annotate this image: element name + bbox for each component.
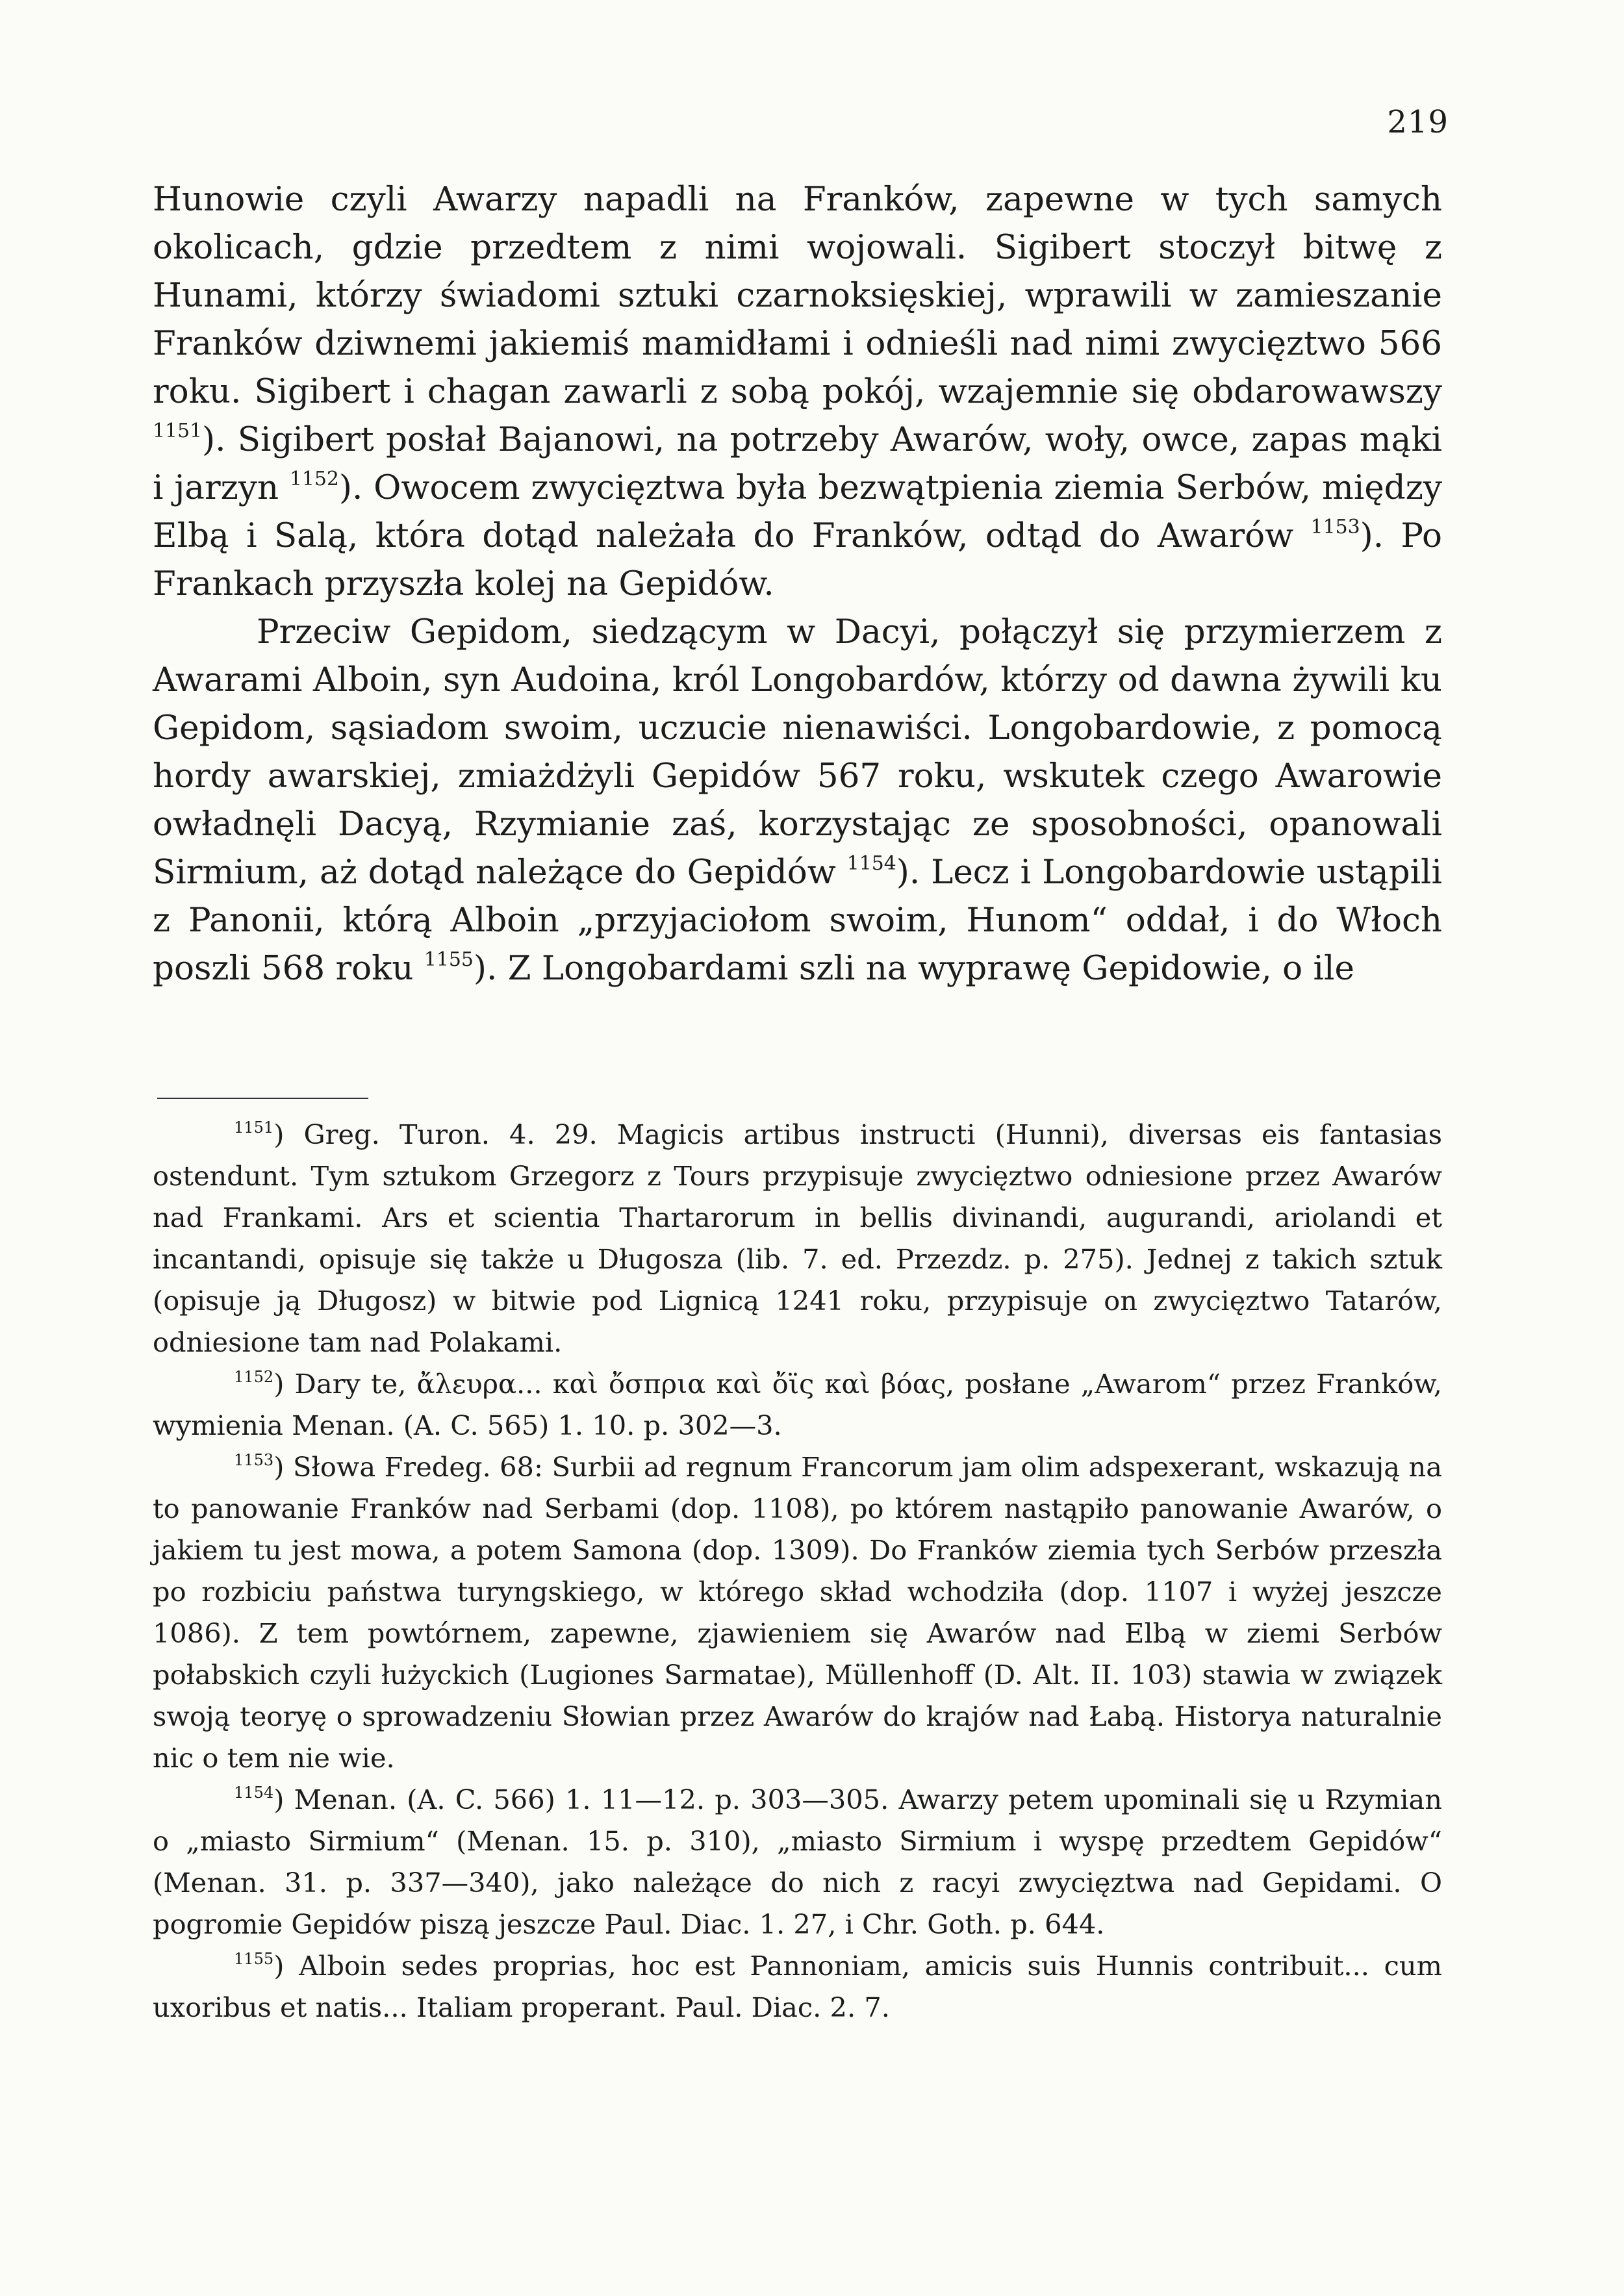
footnote-divider (157, 1098, 368, 1099)
footnote-marker: 1155 (234, 1950, 274, 1969)
footnote-ref: 1153 (1310, 516, 1360, 539)
main-text (153, 175, 1442, 992)
text-run: ). Z Longobardami szli na wyprawę Gepidowie, o ile (473, 949, 1354, 988)
paragraph (153, 608, 1442, 992)
text-run: ). Po Frankach przyszła kolej na Gepidów. (153, 516, 1443, 603)
paragraph (153, 175, 1442, 608)
footnote-marker: 1153 (234, 1451, 274, 1470)
footnote-marker: 1151 (234, 1118, 274, 1137)
footnote (153, 1779, 1442, 1945)
text-run: ). Lecz i Longobardowie ustąpili z Panonii, którą Alboin „przyjaciołom swoim, Hunom“ oddał, i do Włoch poszli 568 roku (153, 853, 1442, 988)
footnote-text: ) Dary te, ἄλευρα... καὶ ὄσπρια καὶ ὄϊς καὶ βόας, posłane „Awarom“ przez Franków, wymienia Menan. (A. C. 565) 1. 10. p. 302—3. (153, 1368, 1442, 1441)
footnote-text: ) Menan. (A. C. 566) 1. 11—12. p. 303—305. Awarzy petem upominali się u Rzymian o „miasto Sirmium“ (Menan. 15. p. 310), „miasto Sirmium i wyspę przedtem Gepidów“ (Menan. 31. p. 337—340), jako należące do nich z racyi zwycięztwa nad Gepidami. O pogromie Gepidów piszą jeszcze Paul. Diac. 1. 27, i Chr. Goth. p. 644. (153, 1784, 1442, 1940)
text-run: Hunowie czyli Awarzy napadli na Franków, zapewne w tych samych okolicach, gdzie przedtem z nimi wojowali. Sigibert stoczył bitwę z Hunami, którzy świadomi sztuki czarnoksięskiej, wprawili w zamieszanie Franków dziwnemi jakiemiś mamidłami i odnieśli nad nimi zwycięztwo 566 roku. Sigibert i chagan zawarli z sobą pokój, wzajemnie się obdarowawszy (153, 180, 1442, 411)
footnote-ref: 1151 (153, 420, 202, 443)
text-run: ). Owocem zwycięztwa była bezwątpienia ziemia Serbów, między Elbą i Salą, która dotąd należała do Franków, odtąd do Awarów (153, 468, 1442, 555)
footnote (153, 1114, 1442, 1363)
footnote-text: ) Słowa Fredeg. 68: Surbii ad regnum Francorum jam olim adspexerant, wskazują na to panowanie Franków nad Serbami (dop. 1108), po którem nastąpiło panowanie Awarów, o jakiem tu jest mowa, a potem Samona (dop. 1309). Do Franków ziemia tych Serbów przeszła po rozbiciu państwa turyngskiego, w którego skład wchodziła (dop. 1107 i wyżej jeszcze 1086). Z tem powtórnem, zapewne, zjawieniem się Awarów nad Elbą w ziemi Serbów połabskich czyli łużyckich (Lugiones Sarmatae), Müllenhoff (D. Alt. II. 103) stawia w związek swoją teoryę o sprowadzeniu Słowian przez Awarów do krajów nad Łabą. Historya naturalnie nic o tem nie wie. (153, 1451, 1442, 1774)
footnote-text: ) Alboin sedes proprias, hoc est Pannoniam, amicis suis Hunnis contribuit... cum uxoribus et natis... Italiam properant. Paul. Diac. 2. 7. (153, 1950, 1442, 2023)
text-run: ). Sigibert posłał Bajanowi, na potrzeby Awarów, woły, owce, zapas mąki i jarzyn (153, 420, 1442, 507)
footnote (153, 1945, 1442, 2028)
text-run: Przeciw Gepidom, siedzącym w Dacyi, połączył się przymierzem z Awarami Alboin, syn Audoina, król Longobardów, którzy od dawna żywili ku Gepidom, sąsiadom swoim, uczucie nienawiści. Longobardowie, z pomocą hordy awarskiej, zmiażdżyli Gepidów 567 roku, wskutek czego Awarowie owładnęli Dacyą, Rzymianie zaś, korzystając ze sposobności, opanowali Sirmium, aż dotąd należące do Gepidów (153, 612, 1442, 892)
footnote-ref: 1154 (846, 852, 896, 876)
footnotes (153, 1114, 1442, 2028)
footnote (153, 1446, 1442, 1779)
footnote-marker: 1152 (234, 1368, 274, 1387)
page-number: 219 (1387, 104, 1449, 140)
footnote-ref: 1152 (289, 468, 339, 491)
footnote (153, 1363, 1442, 1446)
footnote-ref: 1155 (424, 948, 474, 972)
footnote-text: ) Greg. Turon. 4. 29. Magicis artibus instructi (Hunni), diversas eis fantasias ostendunt. Tym sztukom Grzegorz z Tours przypisuje zwycięztwo odniesione przez Awarów nad Frankami. Ars et scientia Thartarorum in bellis divinandi, augurandi, ariolandi et incantandi, opisuje się także u Długosza (lib. 7. ed. Przezdz. p. 275). Jednej z takich sztuk (opisuje ją Długosz) w bitwie pod Lignicą 1241 roku, przypisuje on zwycięztwo Tatarów, odniesione tam nad Polakami. (153, 1118, 1442, 1358)
footnote-marker: 1154 (234, 1784, 274, 1802)
